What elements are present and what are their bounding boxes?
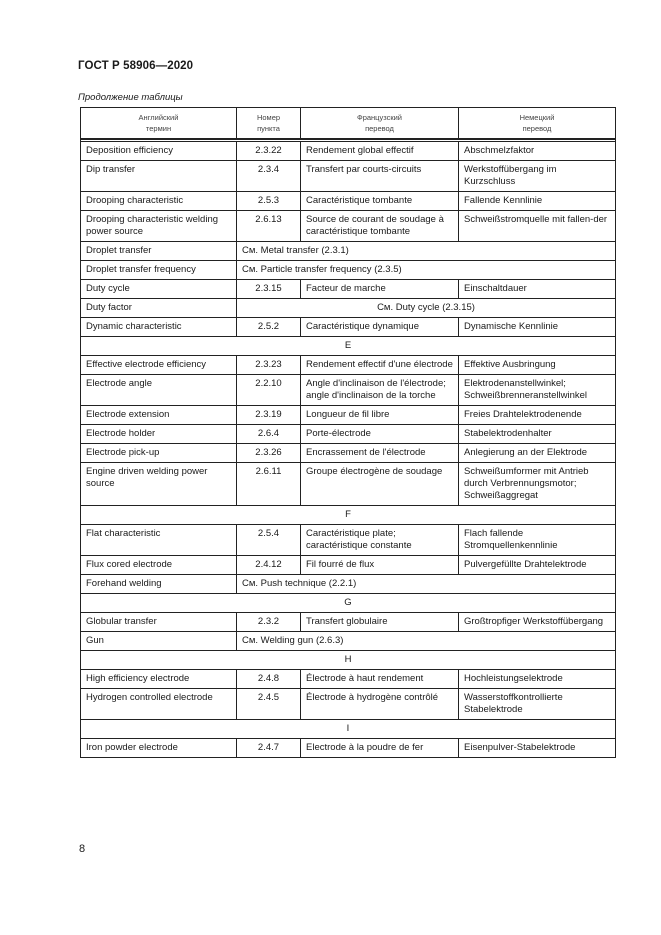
english-term: Drooping characteristic welding power source xyxy=(81,211,237,242)
english-term: Globular transfer xyxy=(81,613,237,632)
french-translation: Longueur de fil libre xyxy=(301,406,459,425)
section-letter-row xyxy=(81,337,616,356)
french-translation: Électrode à hydrogène contrôlé xyxy=(301,689,459,720)
clause-number: 2.4.8 xyxy=(237,670,301,689)
german-translation: Freies Drahtelektrodenende xyxy=(459,406,616,425)
german-translation: Pulvergefüllte Drahtelektrode xyxy=(459,556,616,575)
french-translation: Caractéristique dynamique xyxy=(301,318,459,337)
table-row xyxy=(81,142,616,161)
table-row xyxy=(81,280,616,299)
english-term: Droplet transfer xyxy=(81,242,237,261)
cross-reference-prefix: См. xyxy=(377,302,394,313)
french-translation: Angle d'inclinaison de l'électrode; angle d'inclinaison de la torche xyxy=(301,375,459,406)
french-translation: Source de courant de soudage à caractéristique tombante xyxy=(301,211,459,242)
column-header-number: Номер пункта xyxy=(237,108,301,140)
clause-number: 2.3.4 xyxy=(237,161,301,192)
english-term: Droplet transfer frequency xyxy=(81,261,237,280)
english-term: Electrode holder xyxy=(81,425,237,444)
table-row xyxy=(81,192,616,211)
french-translation: Electrode à la poudre de fer xyxy=(301,739,459,758)
table-row xyxy=(81,375,616,406)
english-term: Electrode angle xyxy=(81,375,237,406)
table-row xyxy=(81,613,616,632)
table-row xyxy=(81,299,616,318)
standard-title: ГОСТ Р 58906—2020 xyxy=(78,60,194,72)
cross-reference-target: Duty cycle (2.3.15) xyxy=(395,302,475,313)
french-translation: Transfert par courts-circuits xyxy=(301,161,459,192)
english-term: Flux cored electrode xyxy=(81,556,237,575)
column-header-english: Английский термин xyxy=(81,108,237,140)
cross-reference: См. Welding gun (2.6.3) xyxy=(237,632,616,651)
clause-number: 2.6.4 xyxy=(237,425,301,444)
cross-reference: См. Push technique (2.2.1) xyxy=(237,575,616,594)
table-row xyxy=(81,463,616,506)
german-translation: Elektrodenanstellwinkel; Schweißbrenneranstellwinkel xyxy=(459,375,616,406)
clause-number: 2.2.10 xyxy=(237,375,301,406)
french-translation: Électrode à haut rendement xyxy=(301,670,459,689)
section-letter: G xyxy=(81,594,616,613)
table-row xyxy=(81,318,616,337)
table-row xyxy=(81,242,616,261)
english-term: Forehand welding xyxy=(81,575,237,594)
german-translation: Schweißstromquelle mit fallen-der xyxy=(459,211,616,242)
table-body xyxy=(81,139,616,758)
german-translation: Werkstoffübergang im Kurzschluss xyxy=(459,161,616,192)
french-translation: Rendement global effectif xyxy=(301,142,459,161)
clause-number: 2.6.13 xyxy=(237,211,301,242)
clause-number: 2.3.26 xyxy=(237,444,301,463)
table-continuation-caption: Продолжение таблицы xyxy=(78,92,183,103)
french-translation: Rendement effectif d'une électrode xyxy=(301,356,459,375)
clause-number: 2.3.22 xyxy=(237,142,301,161)
english-term: Duty cycle xyxy=(81,280,237,299)
german-translation: Abschmelzfaktor xyxy=(459,142,616,161)
german-translation: Wasserstoffkontrollierte Stabelektrode xyxy=(459,689,616,720)
section-letter-row xyxy=(81,594,616,613)
table-row xyxy=(81,406,616,425)
table-row xyxy=(81,575,616,594)
clause-number: 2.5.2 xyxy=(237,318,301,337)
french-translation: Groupe électrogène de soudage xyxy=(301,463,459,506)
english-term: Flat characteristic xyxy=(81,525,237,556)
clause-number: 2.3.15 xyxy=(237,280,301,299)
clause-number: 2.3.2 xyxy=(237,613,301,632)
table-row xyxy=(81,632,616,651)
table-row xyxy=(81,261,616,280)
cross-reference xyxy=(237,299,616,318)
french-translation: Caractéristique plate; caractéristique constante xyxy=(301,525,459,556)
english-term: Electrode pick-up xyxy=(81,444,237,463)
section-letter-row xyxy=(81,651,616,670)
english-term: Effective electrode efficiency xyxy=(81,356,237,375)
table-row xyxy=(81,161,616,192)
german-translation: Flach fallende Stromquellenkennlinie xyxy=(459,525,616,556)
french-translation: Encrassement de l'électrode xyxy=(301,444,459,463)
english-term: Duty factor xyxy=(81,299,237,318)
english-term: Gun xyxy=(81,632,237,651)
english-term: Dip transfer xyxy=(81,161,237,192)
table-row xyxy=(81,556,616,575)
clause-number: 2.6.11 xyxy=(237,463,301,506)
cross-reference: См. Particle transfer frequency (2.3.5) xyxy=(237,261,616,280)
german-translation: Anlegierung an der Elektrode xyxy=(459,444,616,463)
english-term: Deposition efficiency xyxy=(81,142,237,161)
english-term: Engine driven welding power source xyxy=(81,463,237,506)
english-term: Electrode extension xyxy=(81,406,237,425)
section-letter: I xyxy=(81,720,616,739)
table-row xyxy=(81,356,616,375)
section-letter: E xyxy=(81,337,616,356)
french-translation: Fil fourré de flux xyxy=(301,556,459,575)
clause-number: 2.5.3 xyxy=(237,192,301,211)
terms-table xyxy=(80,107,616,758)
table-row xyxy=(81,425,616,444)
column-header-german: Немецкий перевод xyxy=(459,108,616,140)
french-translation: Facteur de marche xyxy=(301,280,459,299)
section-letter-row xyxy=(81,720,616,739)
table-row xyxy=(81,525,616,556)
table-row xyxy=(81,670,616,689)
clause-number: 2.5.4 xyxy=(237,525,301,556)
clause-number: 2.4.12 xyxy=(237,556,301,575)
english-term: High efficiency electrode xyxy=(81,670,237,689)
german-translation: Schweißumformer mit Antrieb durch Verbrennungsmotor; Schweißaggregat xyxy=(459,463,616,506)
clause-number: 2.4.7 xyxy=(237,739,301,758)
french-translation: Transfert globulaire xyxy=(301,613,459,632)
german-translation: Hochleistungselektrode xyxy=(459,670,616,689)
english-term: Hydrogen controlled electrode xyxy=(81,689,237,720)
table-header-row xyxy=(81,108,616,140)
table-row xyxy=(81,689,616,720)
section-letter: F xyxy=(81,506,616,525)
english-term: Drooping characteristic xyxy=(81,192,237,211)
column-header-french: Французский перевод xyxy=(301,108,459,140)
table-row xyxy=(81,211,616,242)
german-translation: Effektive Ausbringung xyxy=(459,356,616,375)
german-translation: Dynamische Kennlinie xyxy=(459,318,616,337)
clause-number: 2.3.23 xyxy=(237,356,301,375)
english-term: Dynamic characteristic xyxy=(81,318,237,337)
english-term: Iron powder electrode xyxy=(81,739,237,758)
french-translation: Porte-électrode xyxy=(301,425,459,444)
clause-number: 2.3.19 xyxy=(237,406,301,425)
section-letter-row xyxy=(81,506,616,525)
german-translation: Großtropfiger Werkstoffübergang xyxy=(459,613,616,632)
german-translation: Stabelektrodenhalter xyxy=(459,425,616,444)
german-translation: Einschaltdauer xyxy=(459,280,616,299)
table-row xyxy=(81,444,616,463)
french-translation: Caractéristique tombante xyxy=(301,192,459,211)
table-row xyxy=(81,739,616,758)
clause-number: 2.4.5 xyxy=(237,689,301,720)
page-number: 8 xyxy=(79,843,86,855)
german-translation: Eisenpulver-Stabelektrode xyxy=(459,739,616,758)
cross-reference: См. Metal transfer (2.3.1) xyxy=(237,242,616,261)
section-letter: H xyxy=(81,651,616,670)
german-translation: Fallende Kennlinie xyxy=(459,192,616,211)
